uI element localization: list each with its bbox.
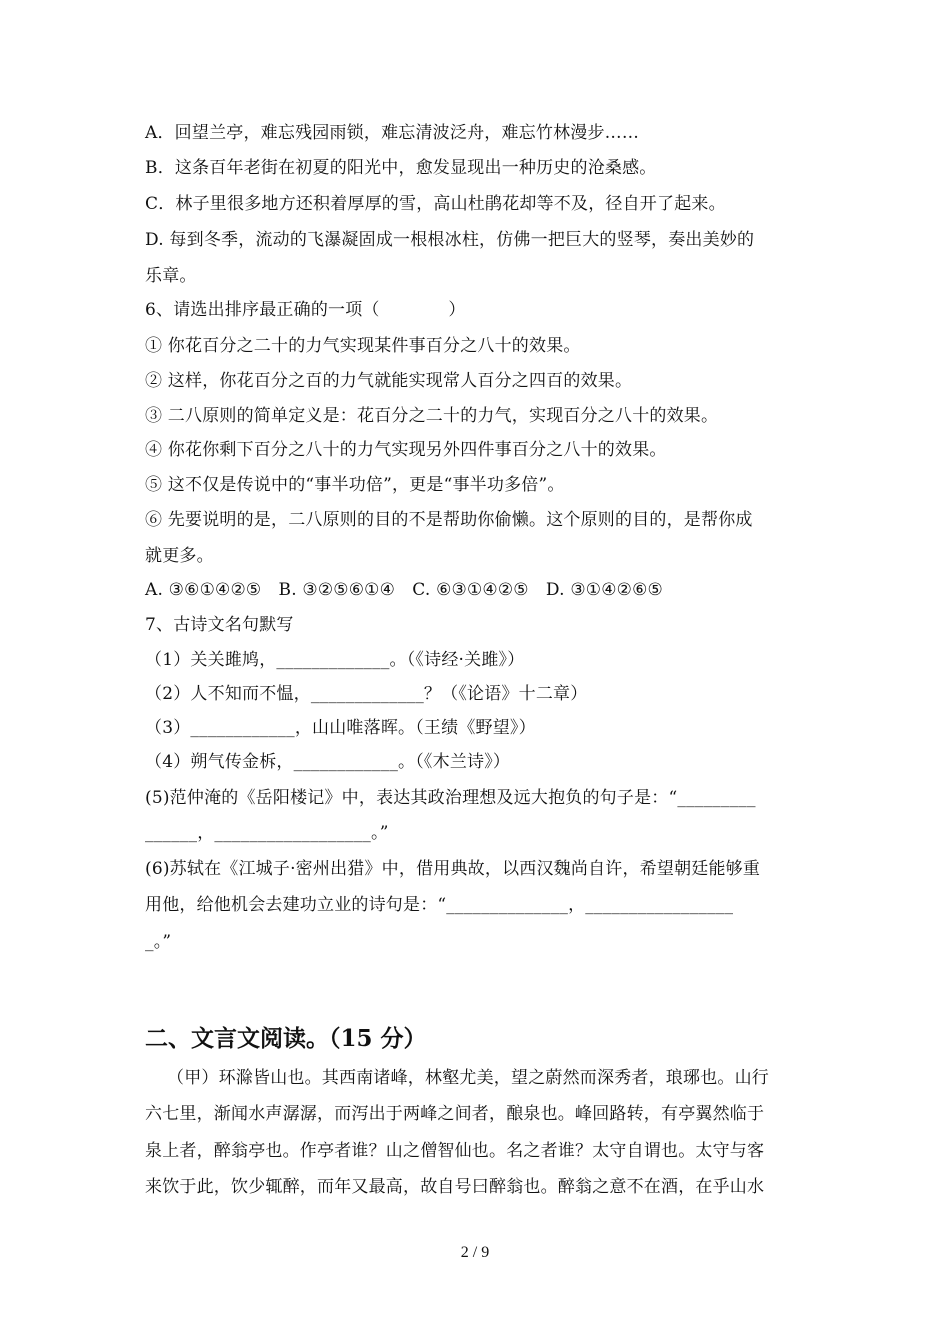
question-6: 6、请选出排序最正确的一项（ ）: [145, 300, 466, 320]
section-title: 二、文言文阅读。（15 分）: [145, 1025, 427, 1052]
fill-blank-5: (5)范仲淹的《岳阳楼记》中，表达其政治理想及远大抱负的句子是：“_________: [145, 788, 756, 808]
page-number: 2 / 9: [460, 1244, 490, 1261]
fill-blank-4: （4）朔气传金柝，____________。（《木兰诗》）: [145, 752, 511, 772]
passage-line-4: 来饮于此，饮少辄醉，而年又最高，故自号曰醉翁也。醉翁之意不在酒，在乎山水: [145, 1177, 765, 1197]
sentence-6: ⑥ 先要说明的是，二八原则的目的不是帮助你偷懒。这个原则的目的，是帮你成: [145, 510, 753, 530]
option-a: A．回望兰亭，难忘残园雨锁，难忘清波泛舟，难忘竹林漫步……: [145, 123, 640, 143]
fill-blank-6: (6)苏轼在《江城子·密州出猎》中，借用典故，以西汉魏尚自许，希望朝廷能够重: [145, 859, 761, 879]
fill-blank-6-cont: 用他，给他机会去建功立业的诗句是：“______________，_________________: [145, 895, 734, 915]
sentence-4: ④ 你花你剩下百分之八十的力气实现另外四件事百分之八十的效果。: [145, 440, 667, 460]
passage-line-3: 泉上者，醉翁亭也。作亭者谁？山之僧智仙也。名之者谁？太守自谓也。太守与客: [145, 1141, 765, 1161]
fill-blank-5-cont: ______，__________________。”: [145, 823, 389, 843]
option-d: D. 每到冬季，流动的飞瀑凝固成一根根冰柱，仿佛一把巨大的竖琴，奏出美妙的: [145, 230, 755, 250]
option-b: B．这条百年老街在初夏的阳光中，愈发显现出一种历史的沧桑感。: [145, 158, 657, 178]
option-d-cont: 乐章。: [145, 266, 197, 286]
passage-line-2: 六七里，渐闻水声潺潺，而泻出于两峰之间者，酿泉也。峰回路转，有亭翼然临于: [145, 1104, 765, 1124]
passage-line-1: （甲）环滁皆山也。其西南诸峰，林壑尤美，望之蔚然而深秀者，琅琊也。山行: [167, 1068, 769, 1088]
fill-blank-2: （2）人不知而不愠，_____________？（《论语》十二章）: [145, 684, 588, 704]
fill-blank-3: （3）____________，山山唯落晖。（王绩《野望》）: [145, 718, 536, 738]
sentence-6-cont: 就更多。: [145, 546, 214, 566]
question-7: 7、古诗文名句默写: [145, 615, 294, 635]
sentence-2: ② 这样，你花百分之百的力气就能实现常人百分之四百的效果。: [145, 371, 633, 391]
option-c: C．林子里很多地方还积着厚厚的雪，高山杜鹃花却等不及，径自开了起来。: [145, 194, 726, 214]
question-6-options: A. ③⑥①④②⑤ B. ③②⑤⑥①④ C. ⑥③①④②⑤ D. ③①④②⑥⑤: [145, 580, 663, 600]
sentence-1: ① 你花百分之二十的力气实现某件事百分之八十的效果。: [145, 336, 581, 356]
sentence-3: ③ 二八原则的简单定义是：花百分之二十的力气，实现百分之八十的效果。: [145, 406, 719, 426]
fill-blank-1: （1）关关雎鸠，_____________。（《诗经·关雎》）: [145, 650, 525, 670]
sentence-5: ⑤ 这不仅是传说中的“事半功倍”，更是“事半功多倍”。: [145, 475, 565, 495]
fill-blank-6-end: _。”: [145, 932, 172, 952]
